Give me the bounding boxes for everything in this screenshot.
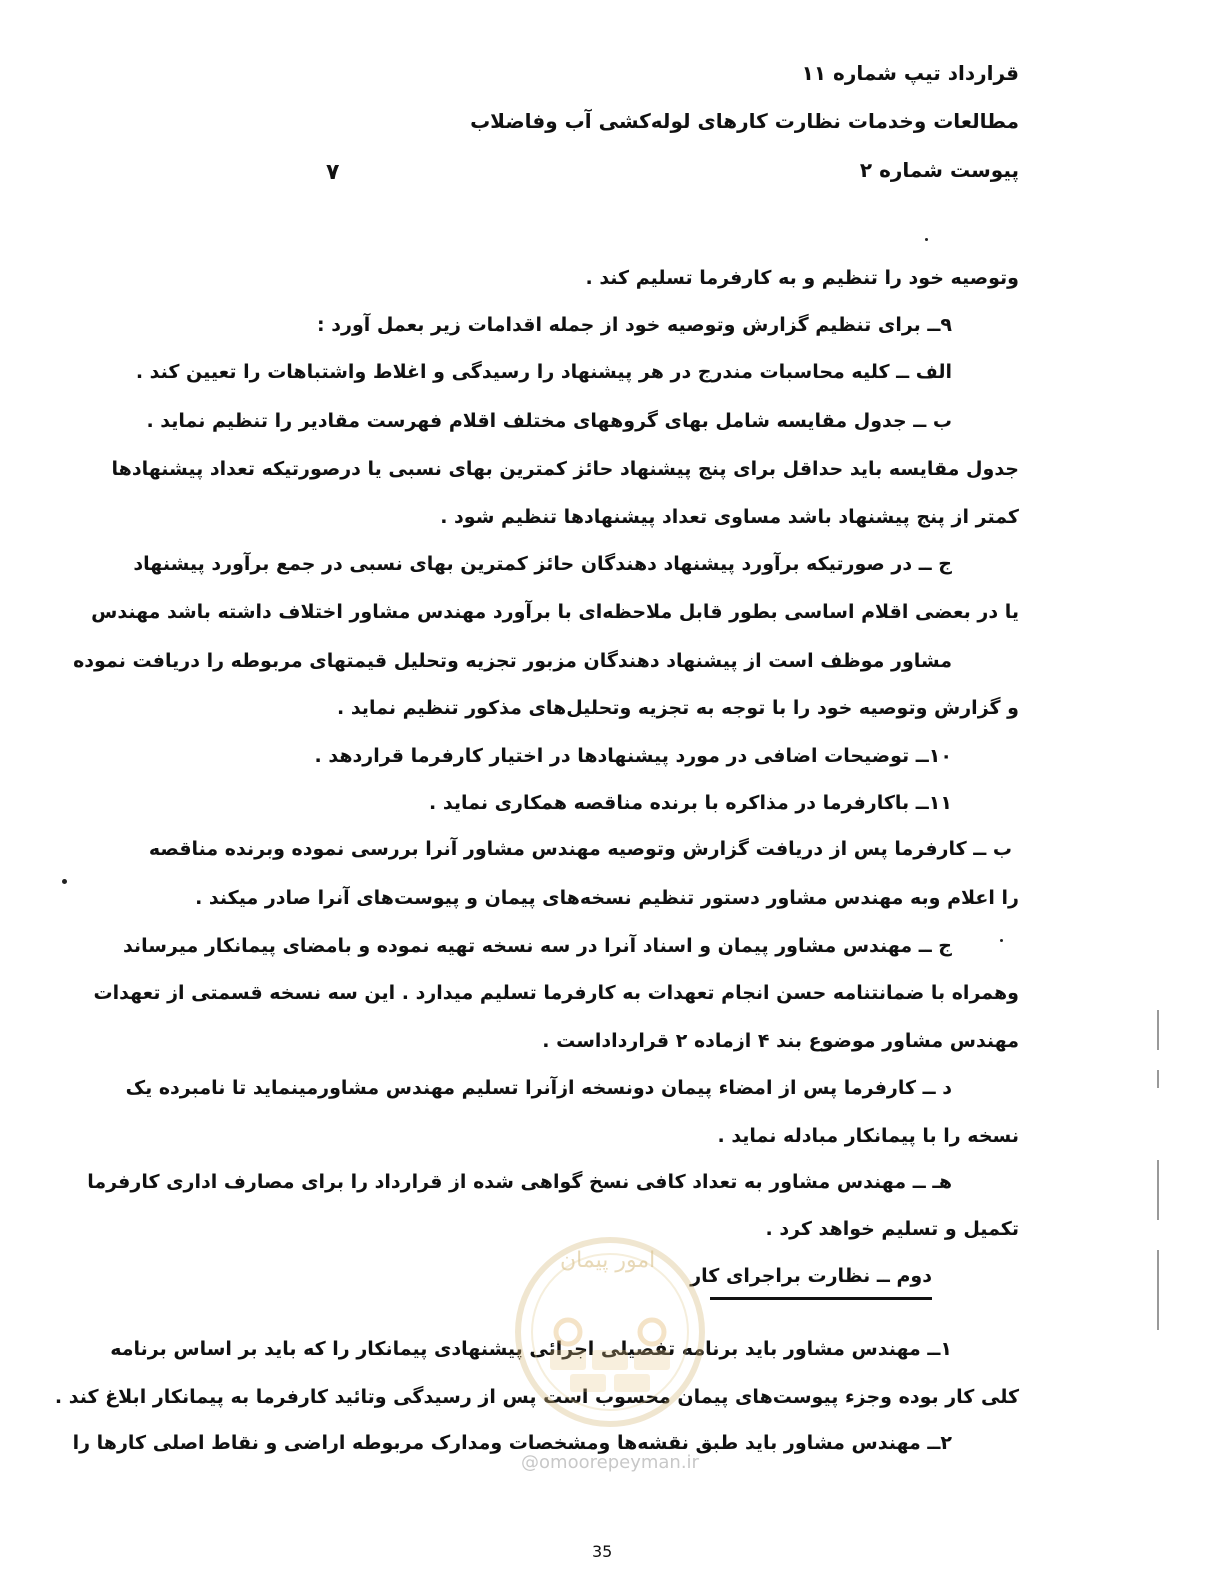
page-marker: ۷ (326, 160, 340, 185)
body-line: جدول مقایسه باید حداقل برای پنج پیشنهاد حائز کمترین بهای نسبی یا درصورتیکه تعداد پیشنهادها (111, 458, 1019, 480)
body-line: الف ــ کلیه محاسبات مندرج در هر پیشنهاد را رسیدگی و اغلاط واشتباهات را تعیین کند . (135, 361, 952, 383)
body-line: ۱۰ــ توضیحات اضافی در مورد پیشنهادها در اختیار کارفرما قراردهد . (314, 745, 952, 767)
body-line: ب ــ جدول مقایسه شامل بهای گروههای مختلف اقلام فهرست مقادیر را تنظیم نماید . (146, 410, 952, 432)
body-line: ج ــ مهندس مشاور پیمان و اسناد آنرا در سه نسخه تهیه نموده و بامضای پیمانکار میرساند (122, 935, 952, 957)
body-line: کلی کار بوده وجزء پیوست‌های پیمان محسوب است پس از رسیدگی وتائید کارفرما به پیمانکار ابلاغ کند . (54, 1386, 1019, 1408)
body-line: د ــ کارفرما پس از امضاء پیمان دونسخه ازآنرا تسلیم مهندس مشاورمینماید تا نامبرده یک (125, 1077, 952, 1099)
body-line: ۲ــ مهندس مشاور باید طبق نقشه‌ها ومشخصات ومدارک مربوطه اراضی و نقاط اصلی کارها را (72, 1432, 952, 1454)
watermark-site: @omoorepeyman.ir (521, 1452, 699, 1473)
body-line: ب ــ کارفرما پس از دریافت گزارش وتوصیه مهندس مشاور آنرا بررسی نموده وبرنده مناقصه (148, 838, 1012, 860)
body-line: یا در بعضی اقلام اساسی بطور قابل ملاحظه‌ای با برآورد مهندس مشاور اختلاف داشته باشد مهندس (91, 601, 1019, 623)
body-line: را اعلام وبه مهندس مشاور دستور تنظیم نسخه‌های پیمان و پیوست‌های آنرا صادر میکند . (195, 887, 1019, 909)
body-line: ۱۱ــ باکارفرما در مذاکره با برنده مناقصه همکاری نماید . (429, 792, 952, 814)
section-heading: دوم ــ نظارت براجرای کار (690, 1265, 932, 1287)
page-number: 35 (592, 1542, 613, 1561)
body-line: هـ ــ مهندس مشاور به تعداد کافی نسخ گواهی شده از قرارداد را برای مصارف اداری کارفرما (87, 1171, 952, 1193)
contract-type-title: قرارداد تیپ شماره ۱۱ (801, 61, 1019, 85)
watermark-logo-text: امور پیمان (560, 1248, 656, 1273)
body-line: وهمراه با ضمانتنامه حسن انجام تعهدات به کارفرما تسلیم میدارد . این سه نسخه قسمتی از تعهدات (93, 982, 1019, 1004)
body-line: مهندس مشاور موضوع بند ۴ ازماده ۲ قرارداداست . (542, 1030, 1019, 1052)
scan-speck (925, 238, 928, 241)
body-line: تکمیل و تسلیم خواهد کرد . (765, 1218, 1019, 1240)
scan-edge-marks (1156, 1010, 1160, 1350)
body-line: و گزارش وتوصیه خود را با توجه به تجزیه وتحلیل‌های مذکور تنظیم نماید . (337, 697, 1019, 719)
appendix-title: پیوست شماره ۲ (859, 158, 1019, 182)
scan-speck (1000, 939, 1003, 942)
contract-subject-title: مطالعات وخدمات نظارت کارهای لوله‌کشی آب وفاضلاب (470, 109, 1019, 133)
scan-speck (62, 879, 67, 884)
body-line: وتوصیه خود را تنظیم و به کارفرما تسلیم کند . (585, 267, 1019, 289)
body-line: کمتر از پنج پیشنهاد باشد مساوی تعداد پیشنهادها تنظیم شود . (440, 506, 1019, 528)
body-line: ۱ــ مهندس مشاور باید برنامه تفصیلی اجرائی پیشنهادی پیمانکار را که باید بر اساس برنامه (110, 1338, 952, 1360)
body-line: ج ــ در صورتیکه برآورد پیشنهاد دهندگان حائز کمترین بهای نسبی در جمع برآورد پیشنهاد (133, 553, 952, 575)
body-line: مشاور موظف است از پیشنهاد دهندگان مزبور تجزیه وتحلیل قیمتهای مربوطه را دریافت نموده (73, 650, 952, 672)
heading-underline (710, 1297, 932, 1300)
body-line: ۹ــ برای تنظیم گزارش وتوصیه خود از جمله اقدامات زیر بعمل آورد : (317, 314, 952, 336)
body-line: نسخه را با پیمانکار مبادله نماید . (717, 1125, 1019, 1147)
